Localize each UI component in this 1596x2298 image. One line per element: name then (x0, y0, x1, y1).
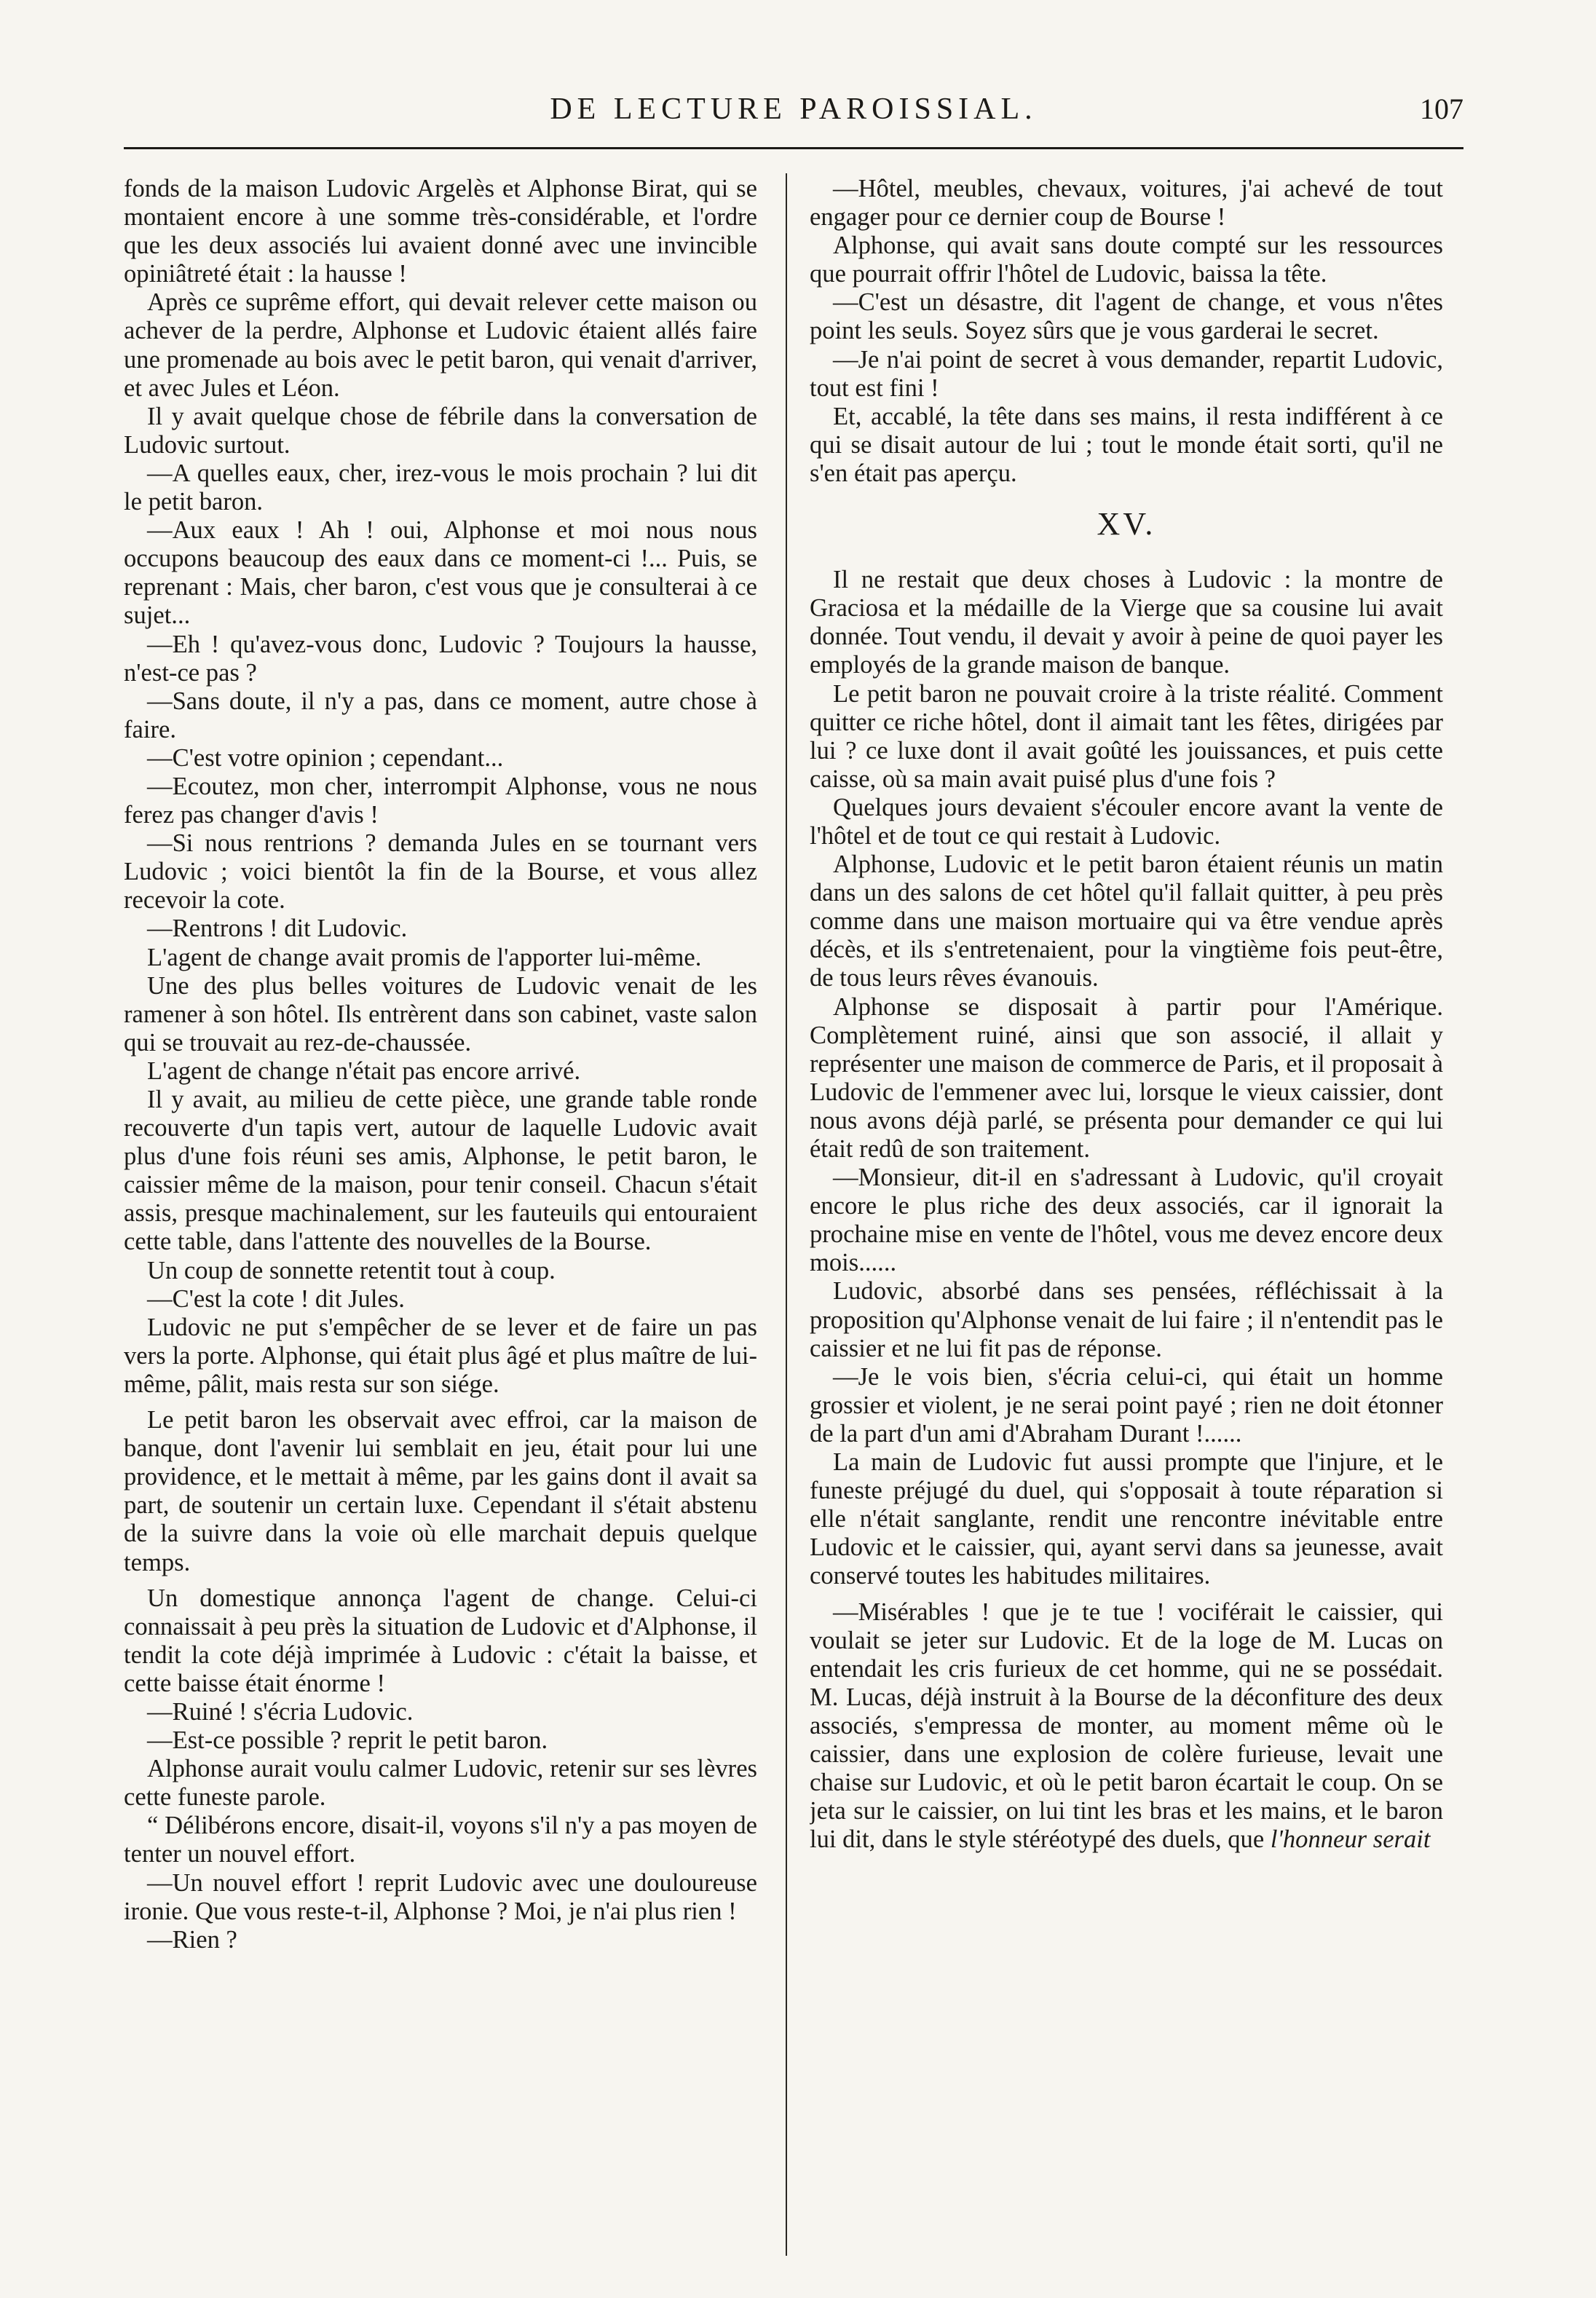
paragraph: —Rien ? (147, 1925, 237, 1954)
paragraph: —A quelles eaux, cher, irez-vous le mois prochain ? lui dit le petit baron. (124, 459, 757, 516)
column-divider (786, 173, 787, 2256)
paragraph: Alphonse, Ludovic et le petit baron étaient réunis un matin dans un des salons de cet hôtel qu'il fallait quitter, à peu près comme dans une maison mortuaire qui va être vendue après décès, et ils s'entretenaient, pour la vingtième fois peut-être, de tous leurs rêves évanouis. (810, 850, 1443, 992)
paragraph: Une des plus belles voitures de Ludovic venait de les ramener à son hôtel. Ils entrèrent dans son cabinet, vaste salon qui se trouvait au rez-de-chaussée. (124, 971, 757, 1057)
paragraph: —C'est un désastre, dit l'agent de change, et vous n'êtes point les seuls. Soyez sûrs que je vous garderai le secret. (810, 288, 1443, 345)
paragraph: —Un nouvel effort ! reprit Ludovic avec une douloureuse ironie. Que vous reste-t-il, Alphonse ? Moi, je n'ai plus rien ! (124, 1868, 757, 1925)
paragraph: —Rentrons ! dit Ludovic. (147, 915, 408, 943)
header-rule (124, 147, 1463, 149)
paragraph: Le petit baron les observait avec effroi, car la maison de banque, dont l'avenir lui semblait en jeu, était pour lui une providence, et le mettait à même, par les gains dont il avait sa part, de soutenir un certain luxe. Cependant il s'était abstenu de la suivre dans la voie où elle marchait depuis quelque temps. (124, 1406, 757, 1576)
paragraph: “ Délibérons encore, disait-il, voyons s'il n'y a pas moyen de tenter un nouvel effort. (124, 1812, 757, 1868)
paragraph-text: —Misérables ! que je te tue ! vociférait le caissier, qui voulait se jeter sur Ludovic. Et de la loge de M. Lucas on entendait les cris furieux de cet homme, qui ne se possédait. M. Lucas, déjà instruit à la Bourse de la déconfiture des deux associés, s'empressa de monter, au moment même où le caissier, dans une explosion de colère furieuse, levait une chaise sur Ludovic, et où le petit baron écartait le coup. On se jeta sur le caissier, on lui tint les bras et les mains, et le baron lui dit, dans le style stéréotypé des duels, que (810, 1598, 1443, 1854)
paragraph: Ludovic ne put s'empêcher de se lever et de faire un pas vers la porte. Alphonse, qui était plus âgé et plus maître de lui-même, pâlit, mais resta sur son siége. (124, 1313, 757, 1398)
paragraph: Et, accablé, la tête dans ses mains, il resta indifférent à ce qui se disait autour de lui ; tout le monde était sorti, qu'il ne s'en était pas aperçu. (810, 402, 1443, 487)
paragraph: —Eh ! qu'avez-vous donc, Ludovic ? Toujours la hausse, n'est-ce pas ? (124, 630, 757, 687)
paragraph: —Je n'ai point de secret à vous demander, repartit Ludovic, tout est fini ! (810, 345, 1443, 402)
paragraph: —Si nous rentrions ? demanda Jules en se tournant vers Ludovic ; voici bientôt la fin de la Bourse, et vous allez recevoir la cote. (124, 829, 757, 915)
paragraph: —Est-ce possible ? reprit le petit baron. (147, 1726, 548, 1755)
paragraph: Un coup de sonnette retentit tout à coup. (147, 1256, 556, 1284)
book-page (124, 87, 1463, 2265)
paragraph: Alphonse se disposait à partir pour l'Amérique. Complètement ruiné, ainsi que son associé, il allait y représenter une maison de commerce de Paris, et il proposait à Ludovic de l'emmener avec lui, lorsque le vieux caissier, dont nous avons déjà parlé, se présenta pour demander ce qui lui était redû de son traitement. (810, 992, 1443, 1163)
section-heading: XV. (1097, 506, 1156, 542)
page-header (124, 87, 1463, 150)
paragraph: —Sans doute, il n'y a pas, dans ce moment, autre chose à faire. (124, 687, 757, 743)
paragraph: Il y avait quelque chose de fébrile dans la conversation de Ludovic surtout. (124, 402, 757, 459)
page-number: 107 (1420, 92, 1463, 125)
paragraph: La main de Ludovic fut aussi prompte que l'injure, et le funeste préjugé du duel, qui s'opposait à toute réparation si elle n'était sanglante, rendit une rencontre inévitable entre Ludovic et le caissier, qui, ayant servi dans sa jeunesse, avait conservé toutes les habitudes militaires. (810, 1448, 1443, 1590)
paragraph: Le petit baron ne pouvait croire à la triste réalité. Comment quitter ce riche hôtel, dont il aimait tant les fêtes, dirigées par lui ? ce luxe dont il avait goûté les jouissances, et puis cette caisse, où sa main avait puisé plus d'une fois ? (810, 679, 1443, 793)
paragraph: —Hôtel, meubles, chevaux, voitures, j'ai achevé de tout engager pour ce dernier coup de Bourse ! (810, 175, 1443, 232)
paragraph: Alphonse aurait voulu calmer Ludovic, retenir sur ses lèvres cette funeste parole. (124, 1755, 757, 1812)
paragraph: —Ecoutez, mon cher, interrompit Alphonse, vous ne nous ferez pas changer d'avis ! (124, 772, 757, 829)
left-column (124, 175, 757, 2257)
paragraph: Ludovic, absorbé dans ses pensées, réfléchissait à la proposition qu'Alphonse venait de lui faire ; il n'entendit pas le caissier et ne lui fit pas de réponse. (810, 1277, 1443, 1362)
paragraph: —Ruiné ! s'écria Ludovic. (147, 1697, 414, 1726)
paragraph: —Monsieur, dit-il en s'adressant à Ludovic, qu'il croyait encore le plus riche des deux associés, car il ignorait la prochaine mise en vente de l'hôtel, vous me devez encore deux mois...... (810, 1164, 1443, 1277)
paragraph: —Aux eaux ! Ah ! oui, Alphonse et moi nous nous occupons beaucoup des eaux dans ce moment-ci !... Puis, se reprenant : Mais, cher baron, c'est vous que je consulterai à ce sujet... (124, 516, 757, 630)
italic-phrase: l'honneur serait (1270, 1825, 1431, 1854)
paragraph: —C'est votre opinion ; cependant... (147, 743, 504, 772)
paragraph: Alphonse, qui avait sans doute compté sur les ressources que pourrait offrir l'hôtel de Ludovic, baissa la tête. (810, 232, 1443, 288)
paragraph: fonds de la maison Ludovic Argelès et Alphonse Birat, qui se montaient encore à une somme très-considérable, et l'ordre que les deux associés lui avaient donné avec une invincible opiniâtreté était : la hausse ! (124, 175, 757, 288)
paragraph-final (810, 1598, 1443, 1855)
paragraph: Un domestique annonça l'agent de change. Celui-ci connaissait à peu près la situation de Ludovic et d'Alphonse, il tendit la cote déjà imprimée à Ludovic : c'était la baisse, et cette baisse était énorme ! (124, 1584, 757, 1697)
paragraph: L'agent de change avait promis de l'apporter lui-même. (147, 943, 702, 971)
paragraph: Il y avait, au milieu de cette pièce, une grande table ronde recouverte d'un tapis vert, autour de laquelle Ludovic avait plus d'une fois réuni ses amis, Alphonse, le petit baron, le caissier même de la maison, pour tenir conseil. Chacun s'était assis, presque machinalement, sur les fauteuils qui entouraient cette table, dans l'attente des nouvelles de la Bourse. (124, 1086, 757, 1256)
paragraph: Il ne restait que deux choses à Ludovic : la montre de Graciosa et la médaille de la Vierge que sa cousine lui avait donnée. Tout vendu, il devait y avoir à peine de quoi payer les employés de la grande maison de banque. (810, 566, 1443, 679)
paragraph: —C'est la cote ! dit Jules. (147, 1284, 405, 1313)
right-column (810, 175, 1443, 2257)
paragraph: —Je le vois bien, s'écria celui-ci, qui était un homme grossier et violent, je ne serai point payé ; rien ne doit étonner de la part d'un ami d'Abraham Durant !...... (810, 1362, 1443, 1448)
paragraph: Après ce suprême effort, qui devait relever cette maison ou achever de la perdre, Alphonse et Ludovic étaient allés faire une promenade au bois avec le petit baron, qui venait d'arriver, et avec Jules et Léon. (124, 288, 757, 402)
paragraph: L'agent de change n'était pas encore arrivé. (147, 1057, 581, 1085)
paragraph: Quelques jours devaient s'écouler encore avant la vente de l'hôtel et de tout ce qui restait à Ludovic. (810, 793, 1443, 850)
running-title: DE LECTURE PAROISSIAL. (550, 92, 1038, 126)
